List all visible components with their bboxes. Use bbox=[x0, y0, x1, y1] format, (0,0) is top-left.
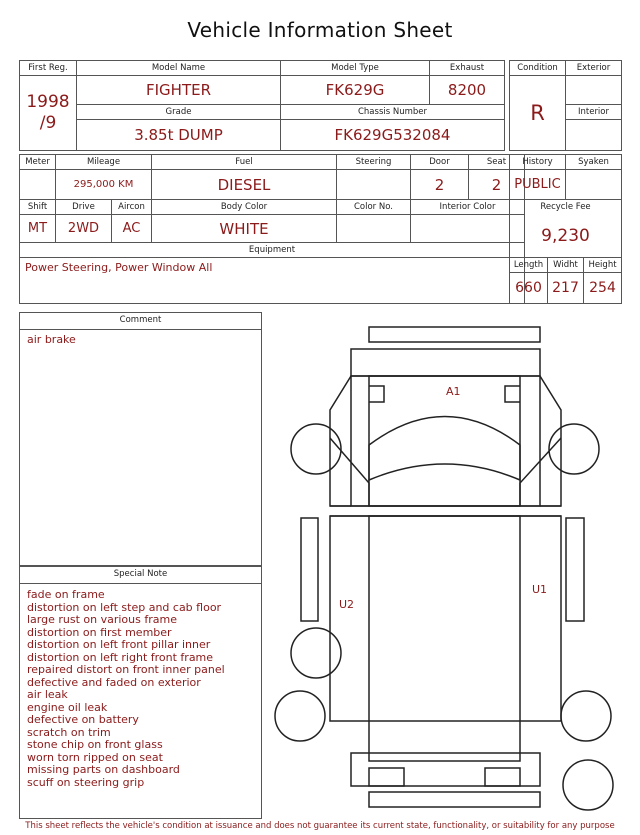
condition-label: Condition bbox=[510, 61, 566, 76]
history-value: PUBLIC bbox=[510, 170, 566, 200]
cargo-bed-inner bbox=[369, 516, 520, 761]
interior-color-value bbox=[411, 215, 525, 243]
special-note-box bbox=[19, 566, 262, 819]
cab-inner bbox=[369, 376, 520, 506]
condition-table bbox=[509, 60, 622, 151]
front-left-wheel bbox=[291, 424, 341, 474]
page-title: Vehicle Information Sheet bbox=[187, 18, 453, 42]
comment-list bbox=[20, 330, 261, 347]
door-label: Door bbox=[411, 155, 469, 170]
length-label: Length bbox=[510, 258, 548, 273]
first-reg-year: 1998 bbox=[26, 92, 70, 112]
door-value: 2 bbox=[411, 170, 469, 200]
syaken-label: Syaken bbox=[566, 155, 622, 170]
front-right-wheel bbox=[549, 424, 599, 474]
aircon-label: Aircon bbox=[112, 200, 152, 215]
spare-wheel bbox=[563, 760, 613, 810]
height-value: 254 bbox=[584, 273, 622, 304]
rear-bumper-bottom bbox=[369, 792, 540, 807]
recycle-fee-label: Recycle Fee bbox=[510, 200, 622, 215]
meter-label: Meter bbox=[20, 155, 56, 170]
special-note-line: repaired distort on front inner panel bbox=[27, 663, 225, 676]
rear-right-wheel bbox=[561, 691, 611, 741]
drive-value: 2WD bbox=[56, 215, 112, 243]
shift-value: MT bbox=[20, 215, 56, 243]
mileage-label: Mileage bbox=[56, 155, 152, 170]
drive-label: Drive bbox=[56, 200, 112, 215]
model-type-value: FK629G bbox=[281, 76, 430, 105]
special-note-line: worn torn ripped on seat bbox=[27, 750, 163, 764]
side-info-table bbox=[509, 154, 622, 304]
rear-bumper bbox=[351, 753, 540, 786]
disclaimer-footer: This sheet reflects the vehicle's condition at issuance and does not guarantee its current state, functionality, or suitability for any purpose bbox=[25, 821, 615, 831]
width-value: 217 bbox=[548, 273, 584, 304]
body-color-value: WHITE bbox=[152, 215, 337, 243]
color-no-value bbox=[337, 215, 411, 243]
special-note-line: scuff on steering grip bbox=[27, 775, 145, 789]
interior-color-label: Interior Color bbox=[411, 200, 525, 215]
condition-value: R bbox=[510, 76, 566, 151]
special-note-line: distortion on left right front frame bbox=[27, 650, 214, 664]
syaken-value bbox=[566, 170, 622, 200]
model-type-label: Model Type bbox=[281, 61, 430, 76]
special-note-line: distortion on left front pillar inner bbox=[27, 638, 211, 651]
aircon-value: AC bbox=[112, 215, 152, 243]
cargo-bed-outline bbox=[330, 516, 561, 721]
damage-mark-a1: A1 bbox=[446, 385, 461, 398]
mileage-value: 295,000 KM bbox=[56, 170, 152, 200]
cab-left-window-corner bbox=[369, 386, 384, 402]
right-side-panel bbox=[566, 518, 584, 621]
special-note-line: stone chip on front glass bbox=[27, 738, 163, 751]
exhaust-label: Exhaust bbox=[430, 61, 505, 76]
rear-left-light bbox=[369, 768, 404, 786]
truck-damage-diagram bbox=[270, 318, 630, 818]
seat-value: 2 bbox=[469, 170, 525, 200]
steering-label: Steering bbox=[337, 155, 411, 170]
chassis-value: FK629G532084 bbox=[281, 120, 505, 151]
vehicle-info-table bbox=[19, 60, 505, 151]
model-name-label: Model Name bbox=[77, 61, 281, 76]
equipment-label: Equipment bbox=[20, 243, 525, 258]
first-reg-month: /9 bbox=[39, 113, 57, 133]
special-note-line: distortion on left step and cab floor bbox=[27, 600, 222, 614]
length-value: 660 bbox=[510, 273, 548, 304]
special-note-line: distortion on first member bbox=[27, 625, 172, 639]
comment-box bbox=[19, 312, 262, 566]
history-label: History bbox=[510, 155, 566, 170]
fuel-label: Fuel bbox=[152, 155, 337, 170]
rear-left-wheel-1 bbox=[291, 628, 341, 678]
cab-right-window-corner bbox=[505, 386, 520, 402]
exterior-value bbox=[566, 76, 622, 105]
comment-label: Comment bbox=[20, 313, 261, 330]
damage-mark-u2: U2 bbox=[339, 598, 355, 611]
special-note-line: scratch on trim bbox=[27, 725, 111, 739]
interior-value bbox=[566, 120, 622, 151]
windshield bbox=[369, 417, 520, 481]
rear-right-light bbox=[485, 768, 520, 786]
model-name-value: FIGHTER bbox=[77, 76, 281, 105]
recycle-fee-value: 9,230 bbox=[510, 215, 622, 258]
front-bumper bbox=[351, 349, 540, 376]
height-label: Height bbox=[584, 258, 622, 273]
special-note-line: defective on battery bbox=[27, 713, 139, 726]
exhaust-value: 8200 bbox=[430, 76, 505, 105]
specs-table bbox=[19, 154, 525, 304]
chassis-label: Chassis Number bbox=[281, 105, 505, 120]
body-color-label: Body Color bbox=[152, 200, 337, 215]
interior-label: Interior bbox=[566, 105, 622, 120]
steering-value bbox=[337, 170, 411, 200]
special-note-list bbox=[20, 584, 261, 789]
first-reg-value bbox=[20, 76, 77, 151]
seat-label: Seat bbox=[469, 155, 525, 170]
special-note-line: missing parts on dashboard bbox=[27, 763, 180, 776]
special-note-line: large rust on various frame bbox=[27, 613, 177, 626]
special-note-line: engine oil leak bbox=[27, 700, 108, 714]
front-bumper-top bbox=[369, 327, 540, 342]
grade-label: Grade bbox=[77, 105, 281, 120]
exterior-label: Exterior bbox=[566, 61, 622, 76]
fuel-value: DIESEL bbox=[152, 170, 337, 200]
comment-line: air brake bbox=[27, 333, 76, 346]
damage-mark-u1: U1 bbox=[532, 583, 548, 596]
meter-value bbox=[20, 170, 56, 200]
special-note-line: defective and faded on exterior bbox=[27, 675, 201, 689]
special-note-line: fade on frame bbox=[27, 588, 105, 601]
left-side-panel bbox=[301, 518, 318, 621]
grade-value: 3.85t DUMP bbox=[77, 120, 281, 151]
equipment-value: Power Steering, Power Window All bbox=[20, 258, 525, 304]
special-note-line: air leak bbox=[27, 688, 68, 701]
shift-label: Shift bbox=[20, 200, 56, 215]
left-cab-step bbox=[330, 438, 369, 506]
special-note-label: Special Note bbox=[20, 566, 261, 584]
color-no-label: Color No. bbox=[337, 200, 411, 215]
width-label: Widht bbox=[548, 258, 584, 273]
first-reg-label: First Reg. bbox=[20, 61, 77, 76]
rear-left-wheel-2 bbox=[275, 691, 325, 741]
